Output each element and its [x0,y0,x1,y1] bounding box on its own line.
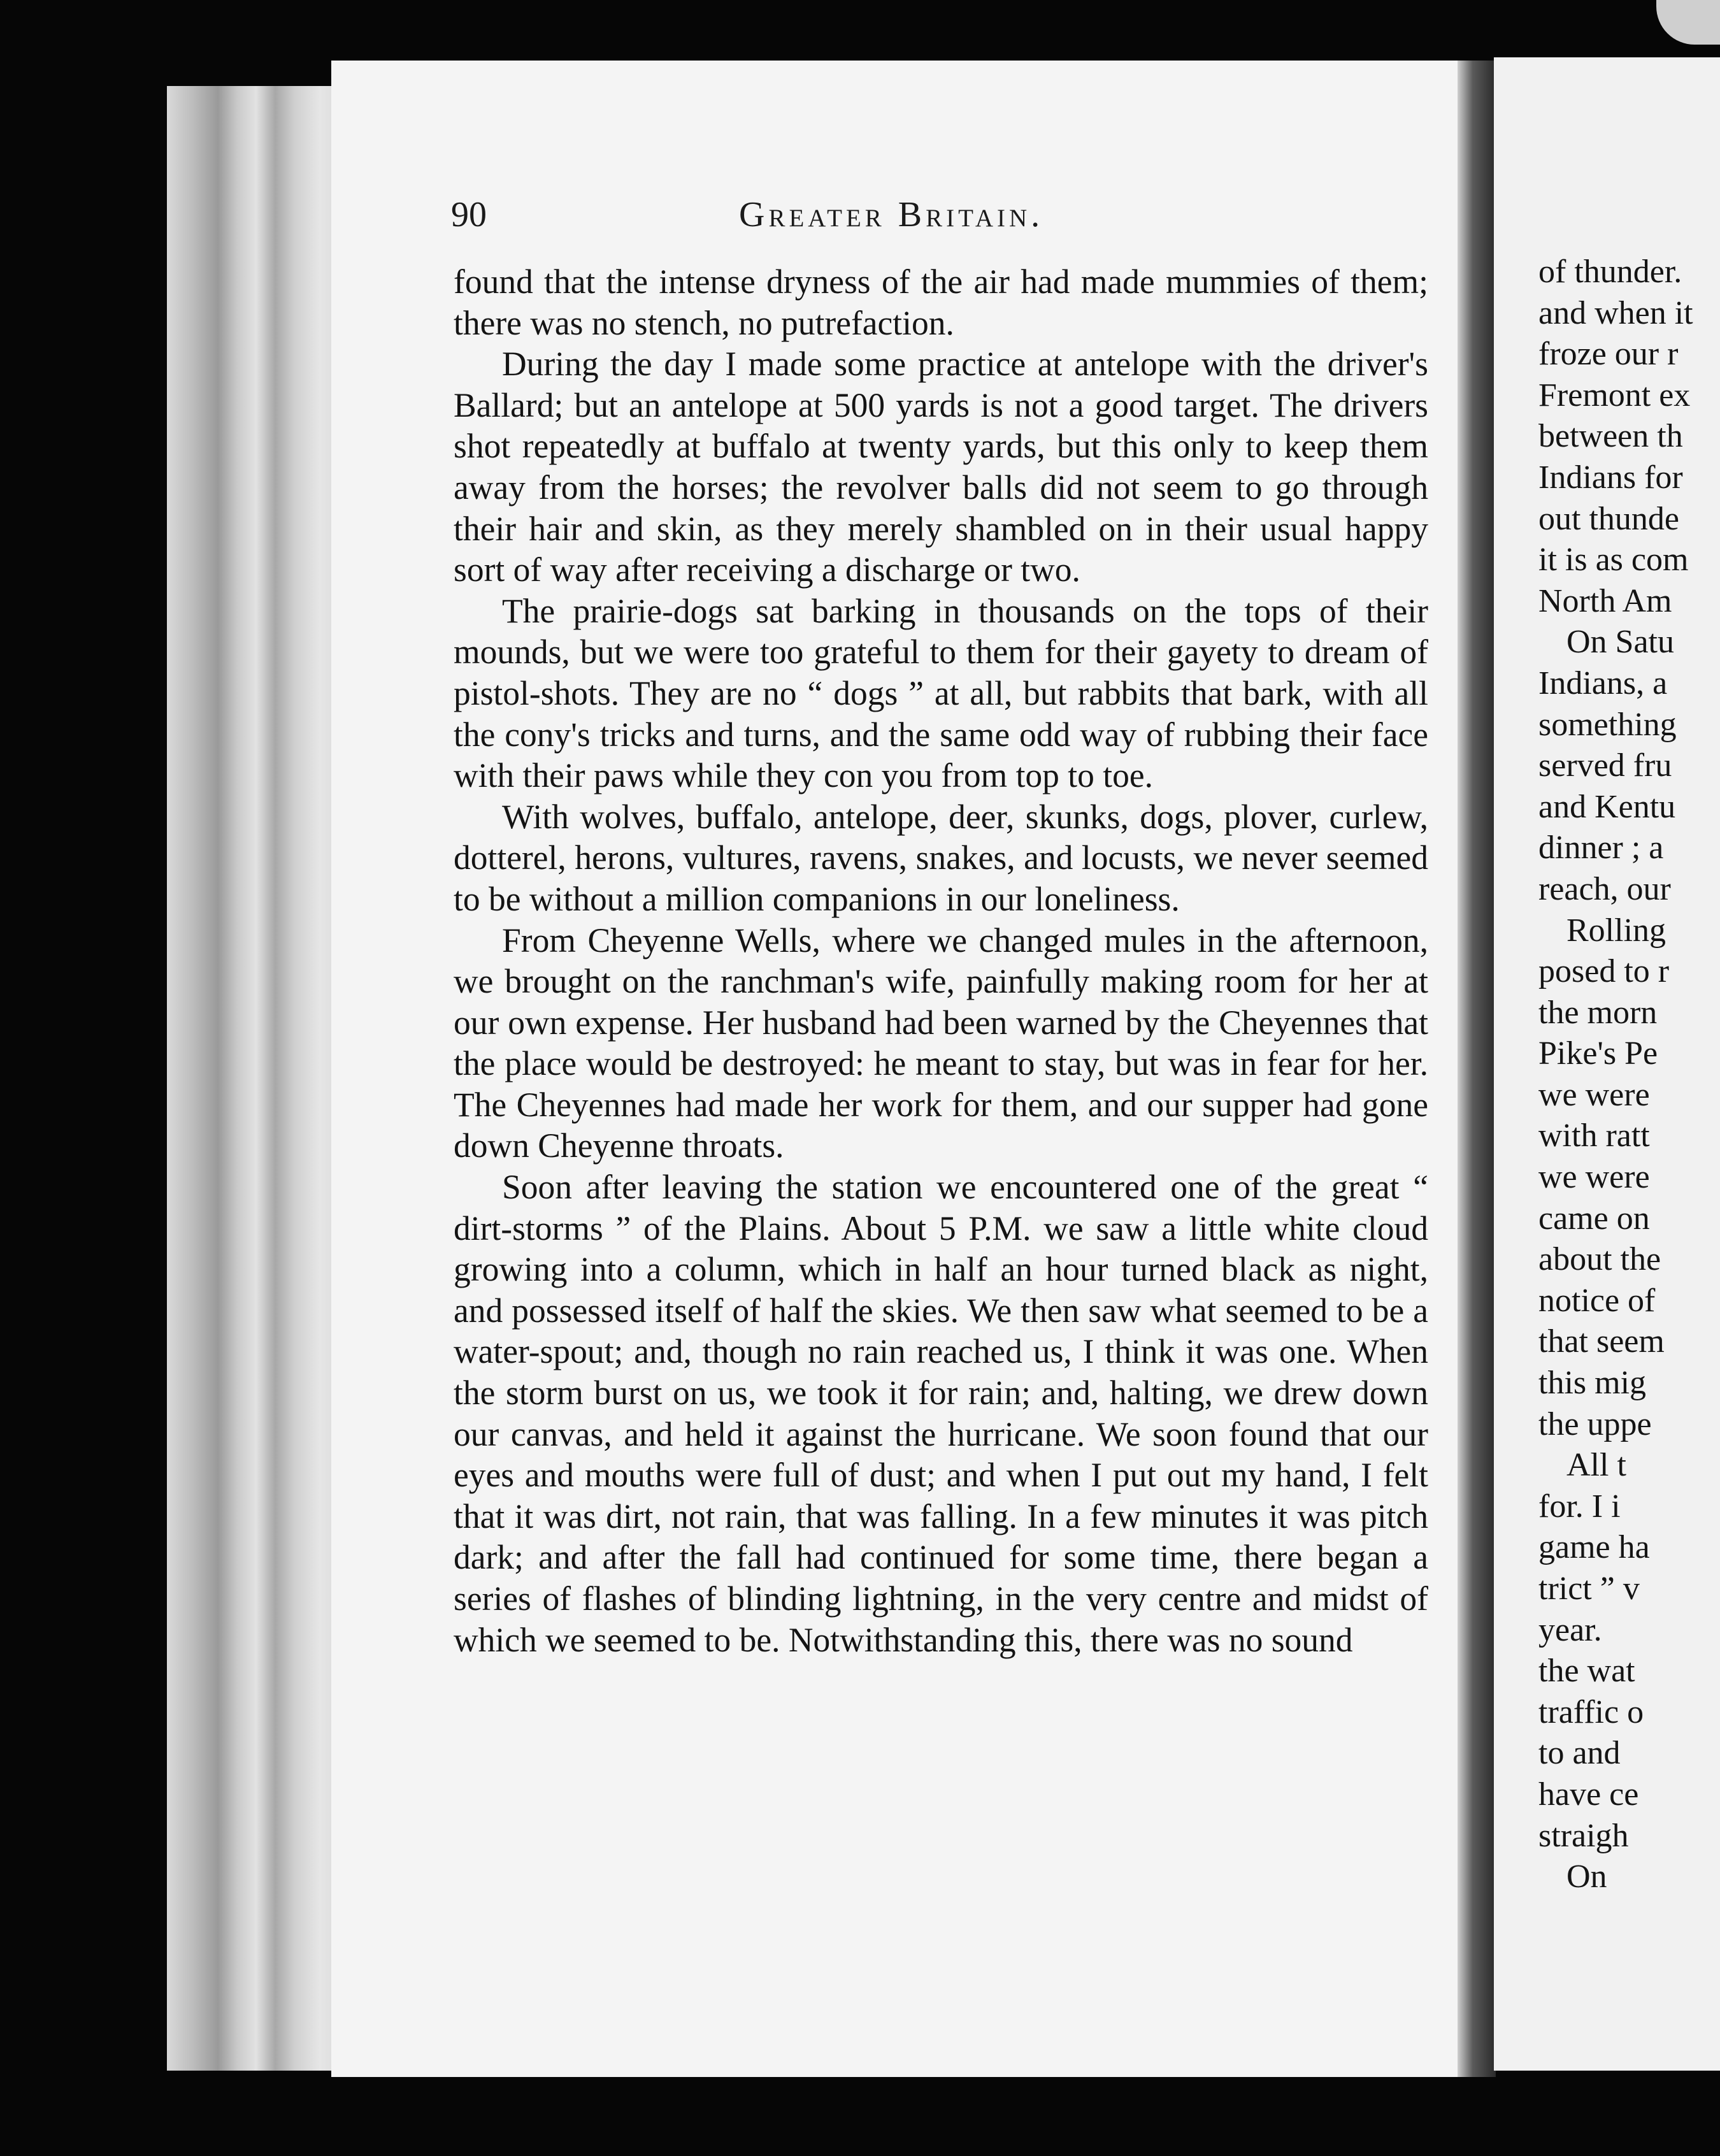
paragraph: The prairie-dogs sat barking in thousands on the tops of their mounds, but we were too grateful to them for their gayety to dream of pistol-shots. They are no “ dogs ” at all, but rabbits that bark, with all the cony's tricks and turns, and the same odd way of rubbing their face with their paws while they con you from top to toe. [454,591,1428,795]
right-page-line: dinner ; a [1538,830,1664,866]
right-page-line: something [1538,706,1677,743]
paragraph: With wolves, buffalo, antelope, deer, skunks, dogs, plover, curlew, dotterel, herons, vultures, ravens, snakes, and locusts, we never seemed to be without a million companions in our loneliness. [454,797,1428,918]
right-page-line: trict ” v [1538,1570,1640,1607]
right-page-line: it is as com [1538,542,1689,579]
right-page-fragment [1538,252,1720,1898]
paragraph: From Cheyenne Wells, where we changed mules in the afternoon, we brought on the ranchman's wife, painfully making room for her at our own expense. Her husband had been warned by the Cheyennes that the place would be destroyed: he meant to stay, but was in fear for her. The Cheyennes had made her work for them, and our supper had gone down Cheyenne throats. [454,921,1428,1165]
right-page-line: and Kentu [1538,788,1676,825]
page-edges [167,86,339,2071]
page-number: 90 [451,195,487,234]
right-page-line: that seem [1538,1323,1665,1360]
right-page-line: the morn [1538,994,1658,1031]
right-page-line: posed to r [1538,953,1670,990]
paragraph: Soon after leaving the station we encountered one of the great “ dirt-storms ” of the Plains. About 5 P.M. we saw a little white cloud growing into a column, which in half an hour turned black as night, and possessed itself of half the skies. We then saw what seemed to be a water-spout; and, though no rain reached us, I think it was one. When the storm burst on us, we took it for rain; and, halting, we drew down our canvas, and held it against the hurricane. We soon found that our eyes and mouths were full of dust; and when I put out my hand, I felt that it was dirt, not rain, that was falling. In a few minutes it was pitch dark; and after the fall had continued for some time, there began a series of flashes of blinding lightning, in the very centre and midst of which we seemed to be. Notwithstanding this, there was no sound [454,1168,1428,1659]
right-page-line: to and [1538,1735,1621,1772]
right-page-line: Indians for [1538,459,1683,496]
right-page-line: Rolling [1566,912,1666,949]
right-page-line: have ce [1538,1776,1639,1813]
right-page-line: straigh [1538,1817,1629,1854]
book-gutter [1458,61,1496,2077]
right-page-line: traffic o [1538,1693,1644,1730]
paragraph: During the day I made some practice at antelope with the driver's Ballard; but an antelope at 500 yards is not a good target. The drivers shot repeatedly at buffalo at twenty yards, but this only to keep them away from the horses; the revolver balls did not seem to go through their hair and skin, as they merely shambled on in their usual happy sort of way after receiving a discharge or two. [454,345,1428,589]
right-page-line: game ha [1538,1529,1650,1566]
right-page-line: North Am [1538,582,1672,619]
right-page-line: Indians, a [1538,665,1668,701]
right-page-line: notice of [1538,1282,1656,1319]
right-page-line: reach, our [1538,870,1671,907]
right-page-line: the uppe [1538,1405,1652,1442]
right-page-line: about the [1538,1241,1661,1278]
right-page-line: On Satu [1566,624,1674,661]
right-page-line: Fremont ex [1538,377,1691,413]
right-page-line: we were [1538,1159,1650,1196]
right-page-line: we were [1538,1076,1650,1113]
right-page-line: this mig [1538,1365,1647,1402]
right-page-line: Pike's Pe [1538,1035,1658,1072]
left-page-body [454,261,1428,1660]
running-title: Greater Britain. [739,195,1044,234]
right-page-line: between th [1538,418,1683,455]
right-page-line: All t [1566,1447,1626,1484]
right-page-line: the wat [1538,1653,1635,1690]
right-page-line: On [1566,1858,1607,1895]
paragraph: found that the intense dryness of the air had made mummies of them; there was no stench, no putrefaction. [454,262,1428,342]
right-page-line: year. [1538,1611,1602,1648]
right-page-line: served fru [1538,747,1672,784]
right-page-line: with ratt [1538,1118,1650,1154]
right-page-line: of thunder. [1538,254,1682,290]
right-page-line: and when it [1538,294,1693,331]
running-head [451,194,1470,245]
right-page-line: out thunde [1538,500,1679,537]
right-page-line: came on [1538,1200,1650,1237]
right-page-line: for. I i [1538,1488,1621,1525]
right-page-line: froze our r [1538,336,1679,373]
